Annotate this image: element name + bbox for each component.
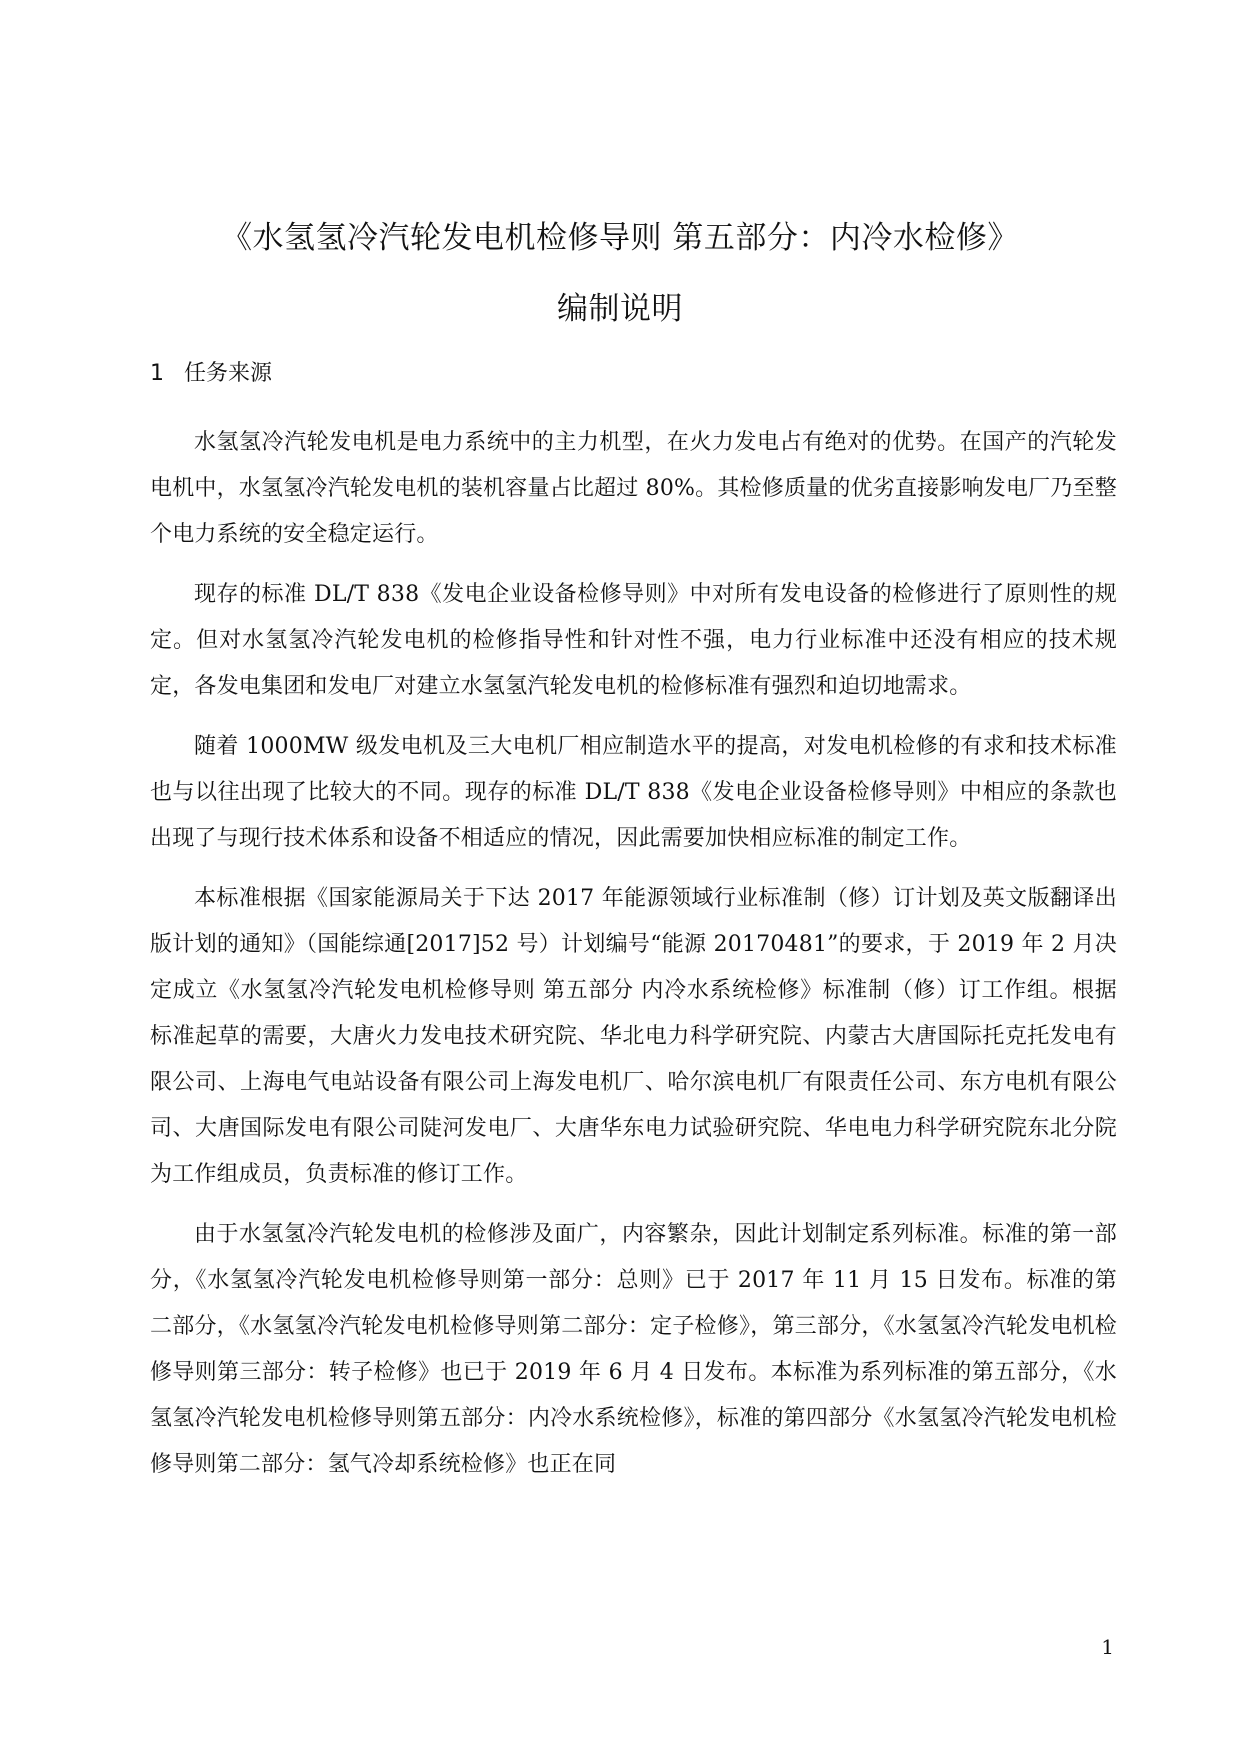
page-subtitle: 编制说明 xyxy=(557,291,683,327)
paragraph: 现存的标准 DL/T 838《发电企业设备检修导则》中对所有发电设备的检修进行了原则性的规定。但对水氢氢冷汽轮发电机的检修指导性和针对性不强，电力行业标准中还没有相应的技术规定，各发电集团和发电厂对建立水氢氢汽轮发电机的检修标准有强烈和迫切地需求。 xyxy=(150,582,1117,699)
section-heading xyxy=(150,356,272,387)
section-number: 1 xyxy=(150,361,164,386)
paragraph: 由于水氢氢冷汽轮发电机的检修涉及面广，内容繁杂，因此计划制定系列标准。标准的第一部分，《水氢氢冷汽轮发电机检修导则第一部分：总则》已于 2017 年 11 月 15 日发布。标准的第二部分，《水氢氢冷汽轮发电机检修导则第二部分：定子检修》，第三部分，《水氢氢冷汽轮发电机检修导则第三部分：转子检修》也已于 2019 年 6 月 4 日发布。本标准为系列标准的第五部分，《水氢氢冷汽轮发电机检修导则第五部分：内冷水系统检修》，标准的第四部分《水氢氢冷汽轮发电机检修导则第二部分：氢气冷却系统检修》也正在同 xyxy=(150,1222,1117,1477)
paragraph: 本标准根据《国家能源局关于下达 2017 年能源领域行业标准制（修）订计划及英文版翻译出版计划的通知》（国能综通[2017]52 号）计划编号“能源 20170481”的要求，于 2019 年 2 月决定成立《水氢氢冷汽轮发电机检修导则 第五部分 内冷水系统检修》标准制（修）订工作组。根据标准起草的需要，大唐火力发电技术研究院、华北电力科学研究院、内蒙古大唐国际托克托发电有限公司、上海电气电站设备有限公司上海发电机厂、哈尔滨电机厂有限责任公司、东方电机有限公司、大唐国际发电有限公司陡河发电厂、大唐华东电力试验研究院、华电电力科学研究院东北分院为工作组成员，负责标准的修订工作。 xyxy=(150,886,1117,1187)
paragraph: 随着 1000MW 级发电机及三大电机厂相应制造水平的提高，对发电机检修的有求和技术标准也与以往出现了比较大的不同。现存的标准 DL/T 838《发电企业设备检修导则》中相应的条款也出现了与现行技术体系和设备不相适应的情况，因此需要加快相应标准的制定工作。 xyxy=(150,734,1117,851)
section-title: 任务来源 xyxy=(184,361,273,386)
body-text xyxy=(150,420,1117,1502)
page-number: 1 xyxy=(1101,1635,1114,1659)
paragraph: 水氢氢冷汽轮发电机是电力系统中的主力机型，在火力发电占有绝对的优势。在国产的汽轮发电机中，水氢氢冷汽轮发电机的装机容量占比超过 80%。其检修质量的优劣直接影响发电厂乃至整个电力系统的安全稳定运行。 xyxy=(150,430,1117,547)
page-title: 《水氢氢冷汽轮发电机检修导则 第五部分：内冷水检修》 xyxy=(221,220,1019,256)
